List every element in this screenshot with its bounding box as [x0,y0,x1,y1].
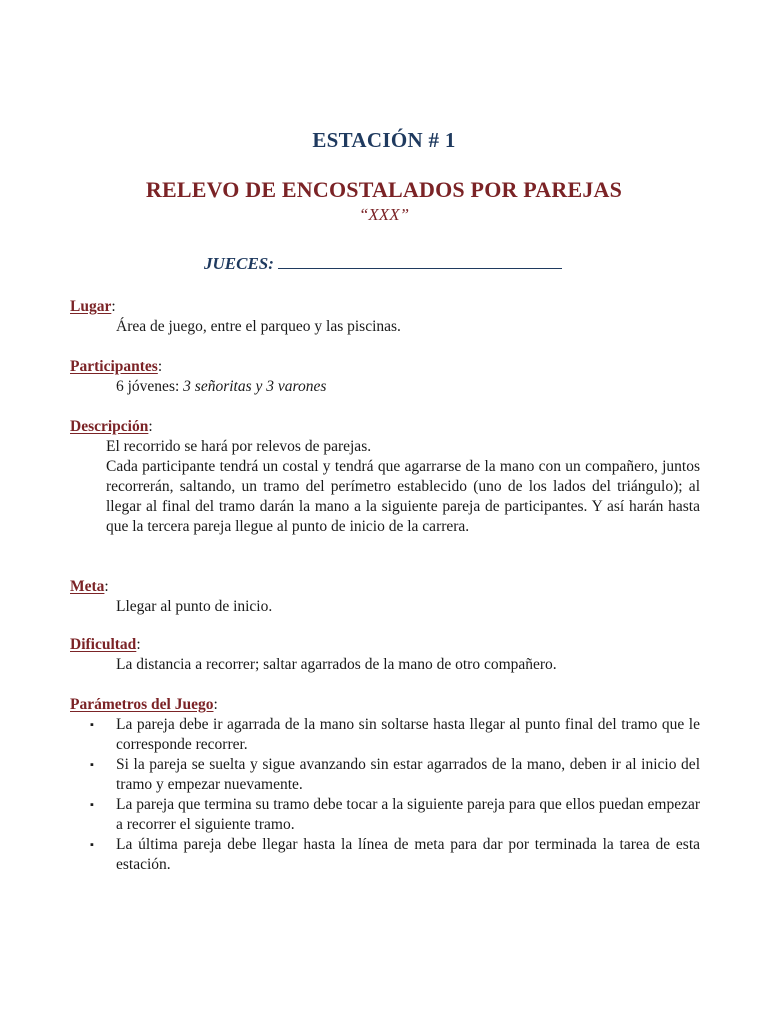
section-label-dificultad: Dificultad [70,636,137,653]
list-item-text: La pareja que termina su tramo debe tocar a la siguiente pareja para que ellos puedan empezar a recorrer el siguiente tramo. [116,796,700,833]
judges-label: JUECES: [204,254,274,273]
list-item [90,795,700,835]
main-title: RELEVO DE ENCOSTALADOS POR PAREJAS [145,177,623,202]
participantes-count: 6 jóvenes: [116,378,184,395]
parametros-list [90,715,700,875]
section-label-descripcion: Descripción [70,418,149,435]
section-participantes: Participantes: 6 jóvenes: 3 señoritas y 3 varones [70,357,700,397]
section-meta: Meta: Llegar al punto de inicio. [70,577,700,617]
participantes-detail: 3 señoritas y 3 varones [183,378,327,395]
section-parametros: Parámetros del Juego: ▪ La pareja debe ir agarrada de la mano sin soltarse hasta llegar al punto final del tramo que le corresponde recorrer. ▪ Si la pareja se suelta y sigue avanzando sin estar agarrados de la mano, deben ir al inicio del tramo y empezar nuevamente. ▪ La pareja que termina su tramo debe tocar a la siguiente pareja para que ellos puedan empezar a recorrer el siguiente tramo. ▪ La última pareja debe llegar hasta la línea de meta para dar por terminada la tarea de esta estación. [70,696,700,873]
subtitle: “XXX” [358,205,410,224]
descripcion-paragraph: Cada participante tendrá un costal y tendrá que agarrarse de la mano con un compañero, juntos recorrerán, saltando, un tramo del perímetro establecido (uno de los lados del triángulo); al llegar al final del tramo darán la mano a la siguiente pareja de participantes. Y así harán hasta que la tercera pareja llegue al punto de inicio de la carrera. [106,458,700,535]
descripcion-line1: El recorrido se hará por relevos de parejas. [106,438,372,455]
section-label-parametros: Parámetros del Juego [70,696,214,713]
section-label-meta: Meta [70,578,105,595]
judges-field [204,252,562,274]
section-label-lugar: Lugar [70,298,112,315]
list-item-text: La pareja debe ir agarrada de la mano sin soltarse hasta llegar al punto final del tramo que le corresponde recorrer. [116,716,700,753]
station-title: ESTACIÓN # 1 [312,128,456,152]
section-lugar: Lugar: Área de juego, entre el parqueo y las piscinas. [70,297,700,337]
participantes-text [116,377,700,397]
bullet-icon: ▪ [90,799,94,811]
bullet-icon: ▪ [90,759,94,771]
list-item-text: La última pareja debe llegar hasta la línea de meta para dar por terminada la tarea de esta estación. [116,836,700,873]
dificultad-text: La distancia a recorrer; saltar agarrados de la mano de otro compañero. [116,656,557,673]
list-item [90,755,700,795]
lugar-text: Área de juego, entre el parqueo y las piscinas. [116,318,401,335]
judges-blank-line [278,252,562,269]
section-descripcion: Descripción: El recorrido se hará por relevos de parejas. Cada participante tendrá un costal y tendrá que agarrarse de la mano con un compañero, juntos recorrerán, saltando, un tramo del perímetro establecido (uno de los lados del triángulo); al llegar al final del tramo darán la mano a la siguiente pareja de participantes. Y así harán hasta que la tercera pareja llegue al punto de inicio de la carrera. [70,418,700,535]
list-item-text: Si la pareja se suelta y sigue avanzando sin estar agarrados de la mano, deben ir al inicio del tramo y empezar nuevamente. [116,756,700,793]
meta-text: Llegar al punto de inicio. [116,598,273,615]
section-dificultad: Dificultad: La distancia a recorrer; saltar agarrados de la mano de otro compañero. [70,635,700,675]
list-item [90,835,700,875]
list-item [90,715,700,755]
section-label-participantes: Participantes [70,358,158,375]
bullet-icon: ▪ [90,839,94,851]
bullet-icon: ▪ [90,719,94,731]
